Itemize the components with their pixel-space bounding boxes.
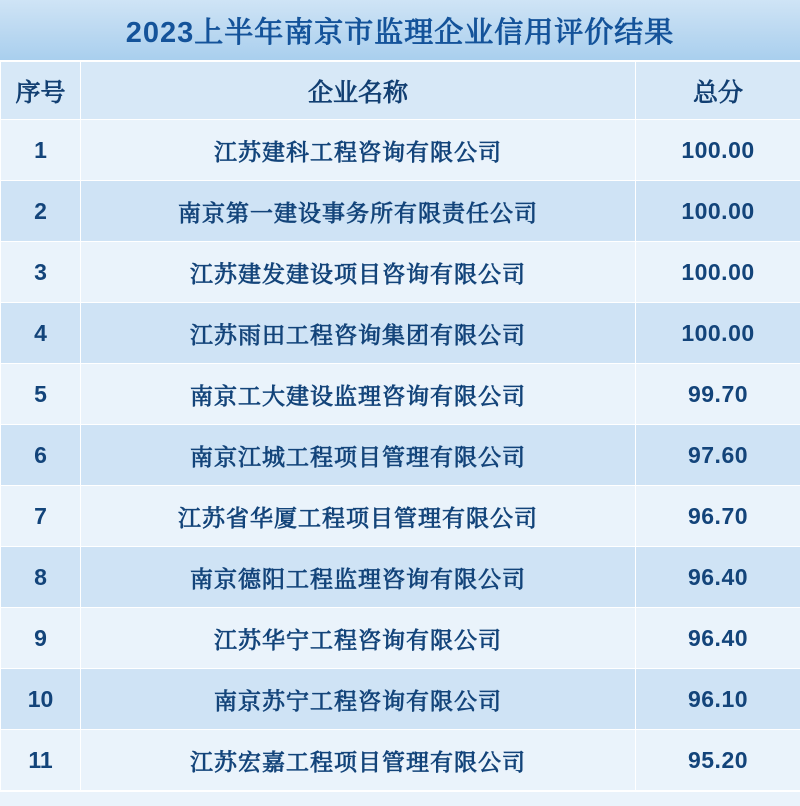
table-row: [1, 730, 800, 791]
cell-index: 10: [1, 669, 81, 730]
table-row: [1, 425, 800, 486]
cell-total-score: 96.10: [636, 669, 800, 730]
cell-index: 9: [1, 608, 81, 669]
table-row: [1, 608, 800, 669]
cell-total-score: 99.70: [636, 364, 800, 425]
column-header-index: 序号: [1, 62, 81, 120]
cell-company-name: 南京德阳工程监理咨询有限公司: [81, 547, 636, 608]
cell-index: 2: [1, 181, 81, 242]
cell-company-name: 南京第一建设事务所有限责任公司: [81, 181, 636, 242]
table-bottom-edge: [0, 791, 800, 806]
cell-total-score: 97.60: [636, 425, 800, 486]
cell-company-name: 江苏省华厦工程项目管理有限公司: [81, 486, 636, 547]
cell-index: 5: [1, 364, 81, 425]
cell-index: 3: [1, 242, 81, 303]
table-row: [1, 181, 800, 242]
column-header-total-score: 总分: [636, 62, 800, 120]
table-body: [1, 120, 800, 791]
table-row: [1, 242, 800, 303]
cell-company-name: 江苏建科工程咨询有限公司: [81, 120, 636, 181]
cell-index: 6: [1, 425, 81, 486]
cell-total-score: 96.40: [636, 547, 800, 608]
table-header: [1, 62, 800, 120]
table-row: [1, 547, 800, 608]
cell-company-name: 南京苏宁工程咨询有限公司: [81, 669, 636, 730]
table-row: [1, 364, 800, 425]
page-title: 2023上半年南京市监理企业信用评价结果: [126, 10, 675, 51]
cell-index: 4: [1, 303, 81, 364]
cell-company-name: 南京江城工程项目管理有限公司: [81, 425, 636, 486]
cell-company-name: 江苏宏嘉工程项目管理有限公司: [81, 730, 636, 791]
table-row: [1, 669, 800, 730]
cell-index: 8: [1, 547, 81, 608]
cell-company-name: 江苏雨田工程咨询集团有限公司: [81, 303, 636, 364]
cell-index: 7: [1, 486, 81, 547]
table-row: [1, 120, 800, 181]
document-title-bar: [0, 0, 800, 61]
cell-index: 11: [1, 730, 81, 791]
cell-company-name: 江苏建发建设项目咨询有限公司: [81, 242, 636, 303]
table-header-row: [1, 62, 800, 120]
column-header-company-name: 企业名称: [81, 62, 636, 120]
cell-total-score: 96.40: [636, 608, 800, 669]
cell-company-name: 江苏华宁工程咨询有限公司: [81, 608, 636, 669]
cell-total-score: 96.70: [636, 486, 800, 547]
cell-index: 1: [1, 120, 81, 181]
table-row: [1, 486, 800, 547]
cell-company-name: 南京工大建设监理咨询有限公司: [81, 364, 636, 425]
table-row: [1, 303, 800, 364]
cell-total-score: 95.20: [636, 730, 800, 791]
credit-evaluation-table: [0, 61, 800, 791]
cell-total-score: 100.00: [636, 242, 800, 303]
cell-total-score: 100.00: [636, 181, 800, 242]
cell-total-score: 100.00: [636, 120, 800, 181]
cell-total-score: 100.00: [636, 303, 800, 364]
